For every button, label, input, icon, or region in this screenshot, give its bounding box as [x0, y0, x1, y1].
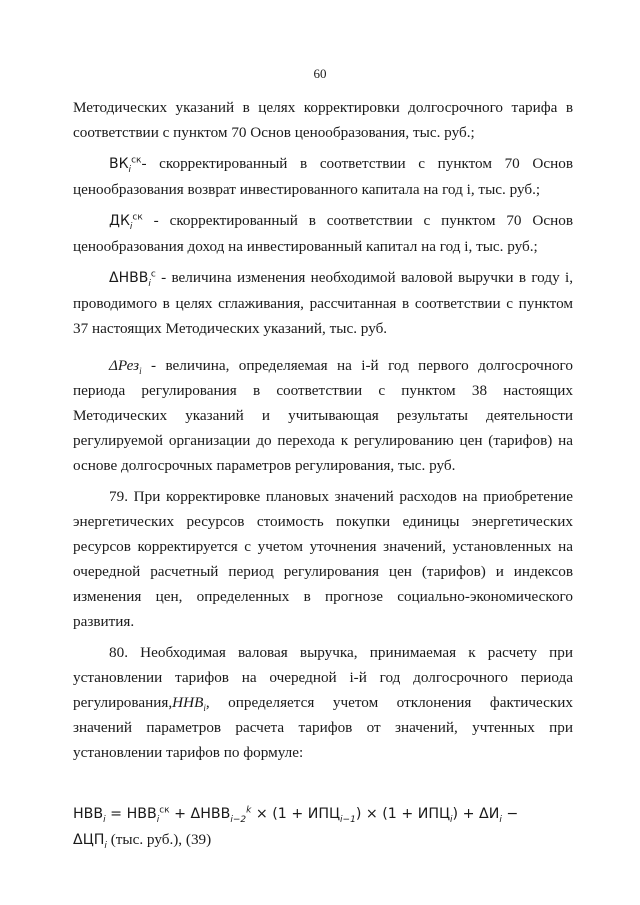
dk-symbol: $ДК_i^{ск}$: [109, 212, 143, 232]
nnv-symbol: $ННВ_i$: [172, 694, 206, 714]
drez-symbol: ΔРез$_i$: [109, 357, 142, 377]
paragraph-vk-definition: [73, 151, 573, 202]
document-body: [73, 95, 573, 853]
vk-symbol: $ВК_i^{ск}$: [109, 155, 142, 175]
vk-description: - скорректированный в соответствии с пунктом 70 Основ ценообразования возврат инвестированного капитала на год i, тыс. руб.;: [73, 155, 573, 198]
paragraph-79: 79. При корректировке плановых значений расходов на приобретение энергетических ресурсов стоимость покупки единицы энергетических ресурсов корректируется с учетом уточнения значений, установленных на очередной расчетный период регулирования цен (тарифов) и индексов изменения цен, определенных в прогнозе социально-экономического развития.: [73, 488, 573, 630]
paragraph-continuation: Методических указаний в целях корректировки долгосрочного тарифа в соответствии с пунктом 70 Основ ценообразования, тыс. руб.;: [73, 99, 573, 141]
dnvv-description: - величина изменения необходимой валовой выручки в году i, проводимого в целях сглаживания, рассчитанная в соответствии с пунктом 37 настоящих Методических указаний, тыс. руб.: [73, 269, 573, 337]
paragraph-80-start: 80. Необходимая валовая выручка, принимаемая к расчету при установлении тарифов на очередной i-й год долгосрочного периода регулирования,: [73, 644, 573, 711]
paragraph-dnvv-definition: [73, 265, 573, 341]
paragraph-80-end: , определяется учетом отклонения фактических значений параметров расчета тарифов от значений, учтенных при установлении тарифов по формуле:: [73, 694, 573, 761]
dk-description: - скорректированный в соответствии с пунктом 70 Основ ценообразования доход на инвестированный капитал на год i, тыс. руб.;: [73, 212, 573, 255]
paragraph-drez-definition: [73, 353, 573, 478]
dnvv-symbol: $\Delta НВВ_i^с$: [109, 269, 156, 289]
formula-39: [73, 801, 573, 853]
formula-line-1: $НВВ_i = НВВ_i^{ск} + \Delta НВВ_{i-2}^k \times (1 + ИПЦ_{i-1}) \times (1 + ИПЦ_i) + \Delta И_i$ −: [73, 805, 519, 825]
formula-line-2: $\Delta ЦП_i$ (тыс. руб.), (39): [73, 831, 212, 851]
paragraph-80: [73, 640, 573, 765]
paragraph-dk-definition: [73, 208, 573, 259]
page-number: 60: [313, 66, 327, 81]
drez-description: - величина, определяемая на i-й год первого долгосрочного периода регулирования в соответствии с пунктом 38 настоящих Методических указаний и учитывающая результаты деятельности регулируемой организации до перехода к регулированию цен (тарифов) на основе долгосрочных параметров регулирования, тыс. руб.: [73, 357, 573, 474]
